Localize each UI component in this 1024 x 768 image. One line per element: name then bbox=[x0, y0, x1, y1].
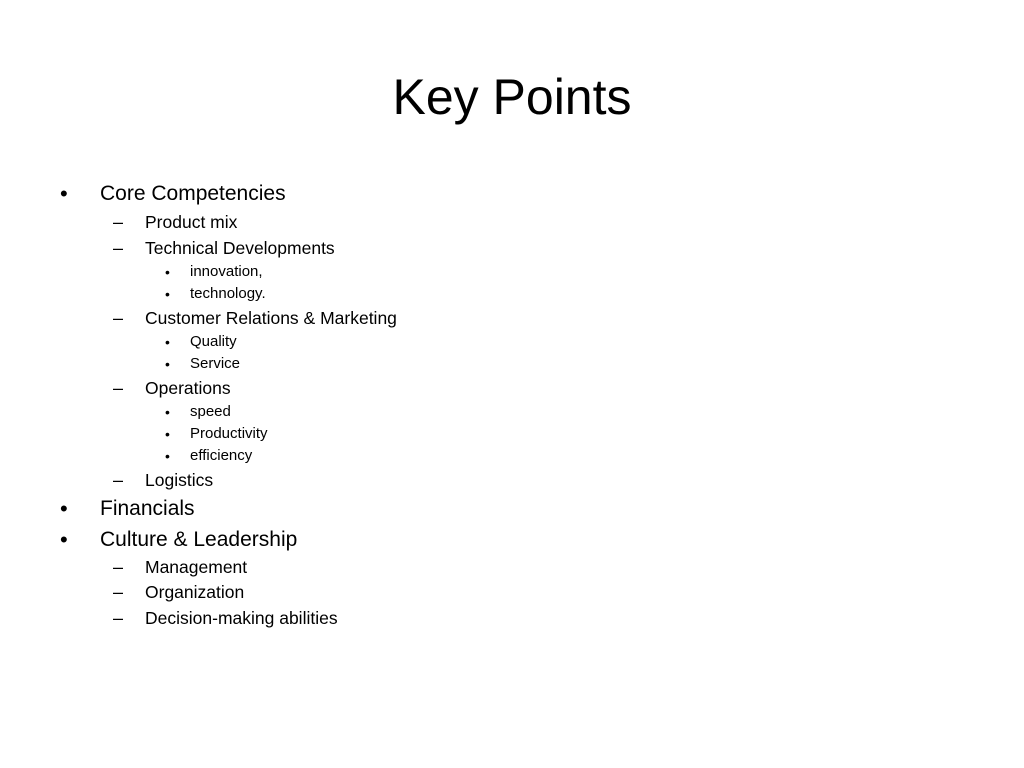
dash-icon: – bbox=[113, 308, 124, 328]
bullet-icon: • bbox=[165, 264, 170, 280]
bullet-icon: • bbox=[165, 448, 170, 464]
list-item-label: Operations bbox=[145, 378, 231, 398]
list-item-label: Organization bbox=[145, 582, 245, 602]
list-item-label: Quality bbox=[190, 333, 237, 350]
list-item-label: Culture & Leadership bbox=[100, 528, 298, 551]
bullet-icon: • bbox=[60, 527, 68, 552]
list-item-label: technology. bbox=[190, 285, 266, 302]
dash-icon: – bbox=[113, 378, 124, 398]
dash-icon: – bbox=[113, 238, 124, 258]
list-item-label: Management bbox=[145, 557, 248, 577]
list-item-label: Logistics bbox=[145, 470, 214, 490]
list-item-label: Productivity bbox=[190, 425, 268, 442]
bullet-icon: • bbox=[165, 286, 170, 302]
bullet-icon: • bbox=[165, 404, 170, 420]
dash-icon: – bbox=[113, 608, 124, 628]
list-item-label: Core Competencies bbox=[100, 182, 286, 205]
slide-title: Key Points bbox=[392, 69, 632, 125]
list-item-label: Decision-making abilities bbox=[145, 608, 338, 628]
bullet-icon: • bbox=[60, 181, 68, 206]
bullet-icon: • bbox=[60, 496, 68, 521]
bullet-icon: • bbox=[165, 334, 170, 350]
dash-icon: – bbox=[113, 582, 124, 602]
list-item-label: speed bbox=[190, 403, 231, 420]
list-item-label: Customer Relations & Marketing bbox=[145, 308, 397, 328]
dash-icon: – bbox=[113, 212, 124, 232]
list-item-label: Financials bbox=[100, 497, 195, 520]
dash-icon: – bbox=[113, 557, 124, 577]
list-item-label: innovation, bbox=[190, 263, 263, 280]
list-item-label: efficiency bbox=[190, 447, 253, 464]
list-item-label: Service bbox=[190, 355, 241, 372]
bullet-icon: • bbox=[165, 356, 170, 372]
dash-icon: – bbox=[113, 470, 124, 490]
bullet-icon: • bbox=[165, 426, 170, 442]
list-item-label: Product mix bbox=[145, 212, 238, 232]
list-item-label: Technical Developments bbox=[145, 238, 335, 258]
